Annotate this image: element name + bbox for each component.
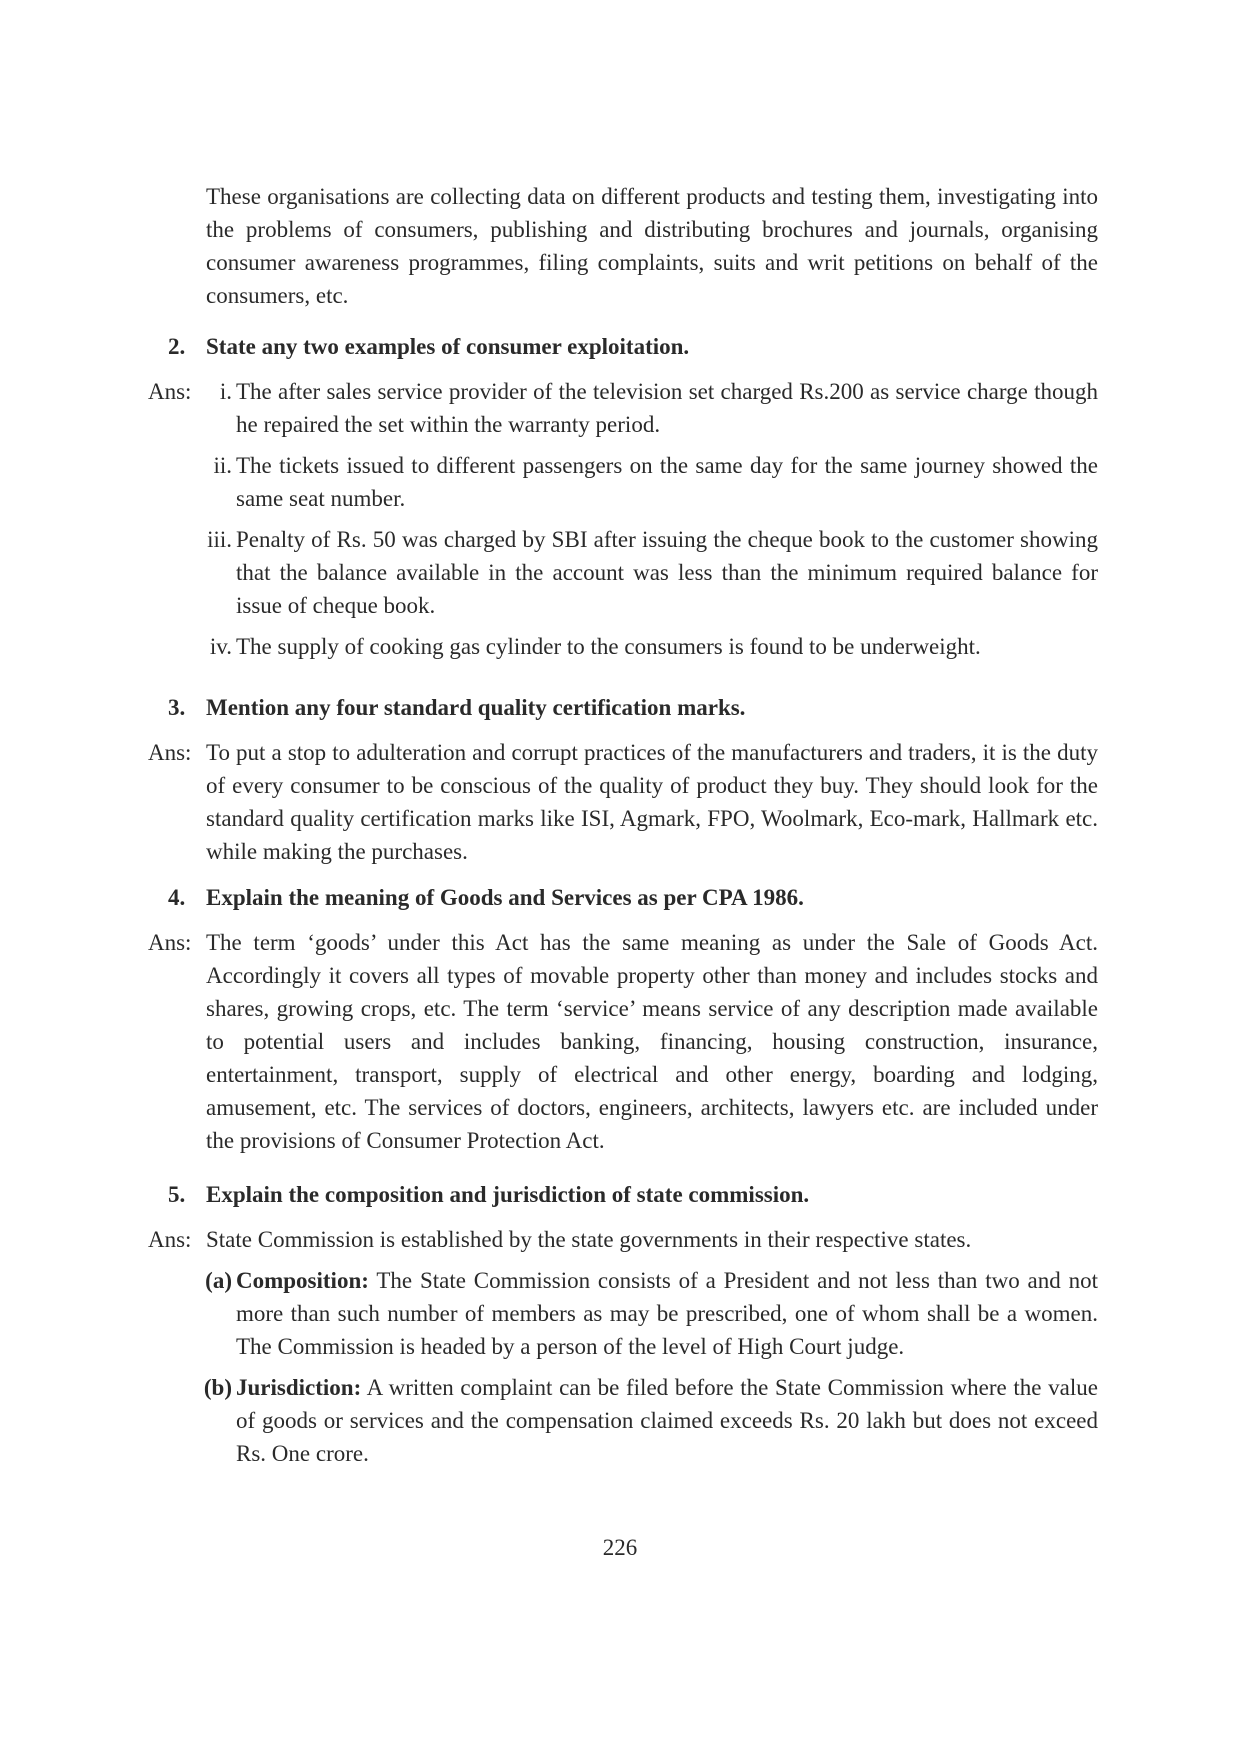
- answer-2-section: [148, 375, 1098, 663]
- ans-label: Ans:: [148, 930, 192, 955]
- part-lead: Composition:: [236, 1268, 369, 1293]
- question-text: Mention any four standard quality certification marks.: [206, 695, 746, 720]
- part-lead: Jurisdiction:: [236, 1375, 362, 1400]
- ans-label: Ans:: [148, 1227, 192, 1252]
- page-number: 226: [602, 1535, 638, 1560]
- ans-label: Ans:: [148, 740, 192, 765]
- intro-paragraph: These organisations are collecting data on different products and testing them, investigating into the problems of consumers, publishing and distributing brochures and journals, organising consumer awareness programmes, filing complaints, suits and writ petitions on behalf of the consumers, etc.: [206, 184, 1098, 308]
- answer-text: The term ‘goods’ under this Act has the same meaning as under the Sale of Goods Act. Accordingly it covers all types of movable property other than money and includes stocks and shares, growing crops, etc. The term ‘service’ means service of any description made available to potential users and includes banking, financing, housing construction, insurance, entertainment, transport, supply of electrical and other energy, boarding and lodging, amusement, etc. The services of doctors, engineers, architects, lawyers etc. are included under the provisions of Consumer Protection Act.: [206, 930, 1098, 1153]
- question-number: 3.: [168, 695, 186, 720]
- part-body: A written complaint can be filed before the State Commission where the value of goods or services and the compensation claimed exceeds Rs. 20 lakh but does not exceed Rs. One crore.: [236, 1375, 1098, 1466]
- item-marker: i.: [219, 379, 232, 404]
- part-marker: (b): [203, 1375, 232, 1400]
- question-text: State any two examples of consumer exploitation.: [206, 334, 690, 359]
- answer-3-section: [148, 736, 1098, 868]
- intro-section: [148, 180, 1098, 312]
- question-3-section: [148, 691, 1098, 724]
- answer-text: State Commission is established by the state governments in their respective states.: [206, 1227, 972, 1252]
- part-body: The State Commission consists of a President and not less than two and not more than such number of members as may be prescribed, one of whom shall be a women. The Commission is headed by a person of the level of High Court judge.: [236, 1268, 1098, 1359]
- question-2-section: [148, 330, 1098, 363]
- answer-text: To put a stop to adulteration and corrupt practices of the manufacturers and traders, it is the duty of every consumer to be conscious of the quality of product they buy. They should look for the standard quality certification marks like ISI, Agmark, FPO, Woolmark, Eco-mark, Hallmark etc. while making the purchases.: [206, 740, 1098, 864]
- question-5-section: [148, 1178, 1098, 1211]
- question-text: Explain the composition and jurisdiction of state commission.: [206, 1182, 810, 1207]
- item-text: Penalty of Rs. 50 was charged by SBI after issuing the cheque book to the customer showing that the balance available in the account was less than the minimum required balance for issue of cheque book.: [236, 527, 1098, 618]
- item-marker: iii.: [207, 527, 232, 552]
- answer-part: [148, 1264, 1098, 1363]
- question-number: 5.: [168, 1182, 186, 1207]
- answer-item: [148, 375, 1098, 441]
- answer-item: [148, 449, 1098, 515]
- question-4-section: [148, 881, 1098, 914]
- item-marker: iv.: [209, 634, 232, 659]
- answer-item: [148, 523, 1098, 622]
- question-number: 4.: [168, 885, 186, 910]
- question-number: 2.: [168, 334, 186, 359]
- answer-part: [148, 1371, 1098, 1470]
- part-text: [236, 1264, 1098, 1363]
- item-text: The supply of cooking gas cylinder to the consumers is found to be underweight.: [236, 634, 981, 659]
- answer-4-section: [148, 926, 1098, 1157]
- ans-label: Ans:: [148, 379, 192, 404]
- part-marker: (a): [205, 1268, 232, 1293]
- part-text: [236, 1371, 1098, 1470]
- answer-5-section: [148, 1223, 1098, 1470]
- item-marker: ii.: [213, 453, 232, 478]
- item-text: The after sales service provider of the television set charged Rs.200 as service charge though he repaired the set within the warranty period.: [236, 379, 1098, 437]
- question-text: Explain the meaning of Goods and Services as per CPA 1986.: [206, 885, 804, 910]
- answer-item: [148, 630, 1098, 663]
- item-text: The tickets issued to different passengers on the same day for the same journey showed the same seat number.: [236, 453, 1098, 511]
